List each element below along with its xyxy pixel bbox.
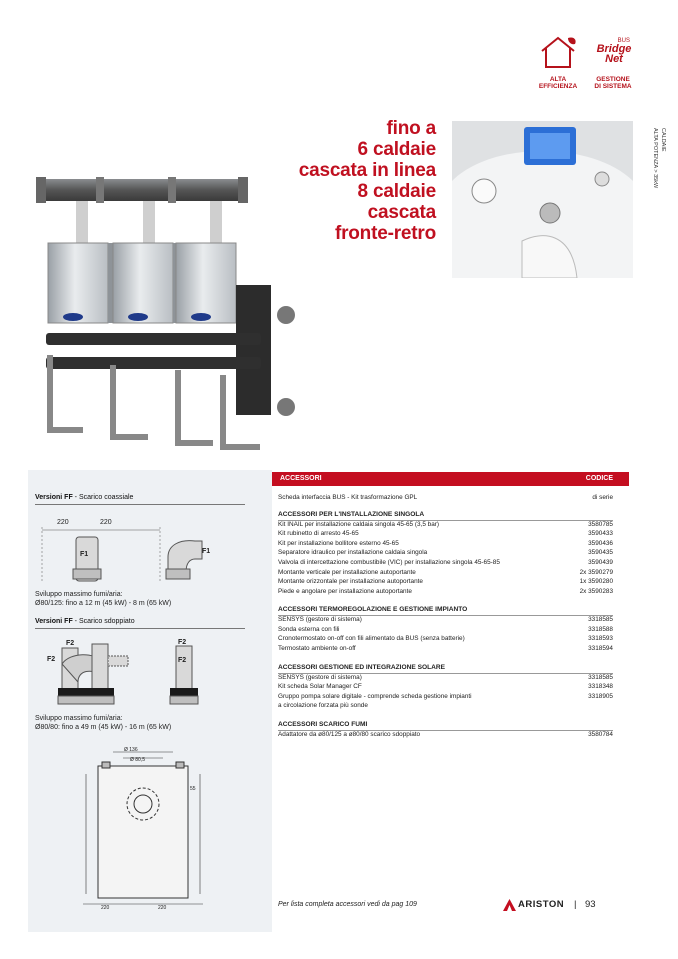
dim-220-right: 220 [158,905,167,911]
table-row: Kit scheda Solar Manager CF 3318348 [278,683,613,690]
col-codice: CODICE [585,475,613,482]
col-accessori: ACCESSORI [280,475,322,482]
bus-badge-label: GESTIONE DI SISTEMA [594,76,632,90]
section-side-tab: CALDAIE ALTA POTENZA > 35kW [652,128,666,189]
table-row: Separatore idraulico per installazione caldaia singola 3590435 [278,549,613,556]
ff1-note: Sviluppo massimo fumi/aria: Ø80/125: fino a 12 m (45 kW) - 8 m (65 kW) [35,591,172,607]
footer-note: Per lista completa accessori vedi da pag 109 [278,901,417,908]
ff1-dim-left: 220 [57,519,69,526]
table-row: Termostato ambiente on-off 3318594 [278,645,613,652]
boiler-dimension-drawing [78,744,208,914]
page-number: 93 [585,899,596,910]
accessories-table-header [272,472,629,486]
dim-136: Ø 136 [124,747,138,753]
house-leaf-icon [538,34,578,70]
f2-label-b: F2 [47,656,56,663]
table-row: SENSYS (gestore di sistema) 3318585 [278,674,613,681]
group-title: ACCESSORI PER L'INSTALLAZIONE SINGOLA [278,510,613,521]
table-row: a circolazione forzata più sonde [278,702,368,709]
table-row: Kit rubinetto di arresto 45-65 3590433 [278,530,613,537]
bus-bridgenet-logo: BUS Bridge Net [596,38,632,65]
table-row: SENSYS (gestore di sistema) 3318585 [278,616,613,623]
ff1-dim-right: 220 [100,519,112,526]
f2-label-d: F2 [178,657,187,664]
table-row: Montante orizzontale per installazione autoportante 1x 3590280 [278,578,613,585]
divider [35,628,245,629]
table-row: Valvola di intercettazione combustibile (VIC) per installazione singola 45-65-85 3590439 [278,559,613,566]
brand-name: ARISTON [518,899,565,910]
f2-label-a: F2 [66,640,75,647]
table-row: Kit INAIL per installazione caldaia singola 45-65 (3,5 bar) 3580785 [278,521,613,528]
divider [35,504,245,505]
ff1-title: Versioni FF - Scarico coassiale [35,494,134,501]
table-row: Kit per installazione bollitore esterno 45-65 3590436 [278,540,613,547]
group-title: ACCESSORI SCARICO FUMI [278,720,613,731]
coaxial-flue-drawing [40,527,220,582]
page-separator: | [574,899,577,910]
dim-220-left: 220 [101,905,110,911]
ff2-title: Versioni FF - Scarico sdoppiato [35,618,135,625]
table-row: Gruppo pompa solare digitale - comprende scheda gestione impianti 3318905 [278,693,613,700]
table-row: Cronotermostato on-off con fili alimentato da BUS (senza batterie) 3318593 [278,635,613,642]
table-row: Sonda esterna con fili 3318588 [278,626,613,633]
boiler-cascade-image [28,165,303,450]
dim-55: 55 [190,786,196,792]
group-title: ACCESSORI GESTIONE ED INTEGRAZIONE SOLARE [278,663,613,674]
efficiency-badge-label: ALTA EFFICIENZA [538,76,578,90]
control-panel-photo [452,121,633,278]
table-row: Piede e angolare per installazione autoportante 2x 3590283 [278,588,613,595]
page-headline: fino a 6 caldaie cascata in linea 8 caldaie cascata fronte-retro [298,118,436,244]
f1-label-b: F1 [202,548,211,555]
ff2-note: Sviluppo massimo fumi/aria: Ø80/80: fino a 49 m (45 kW) - 16 m (65 kW) [35,715,172,731]
table-row: Adattatore da ø80/125 a ø80/80 scarico sdoppiato 3580784 [278,731,613,738]
f2-label-c: F2 [178,639,187,646]
dim-80: Ø 80,5 [130,757,146,763]
ariston-logo-icon [503,899,516,911]
table-row: Montante verticale per installazione autoportante 2x 3590279 [278,569,613,576]
group-title: ACCESSORI TERMOREGOLAZIONE E GESTIONE IMPIANTO [278,605,613,616]
f1-label-a: F1 [80,551,89,558]
table-row: Scheda interfaccia BUS - Kit trasformazione GPL di serie [278,494,613,501]
